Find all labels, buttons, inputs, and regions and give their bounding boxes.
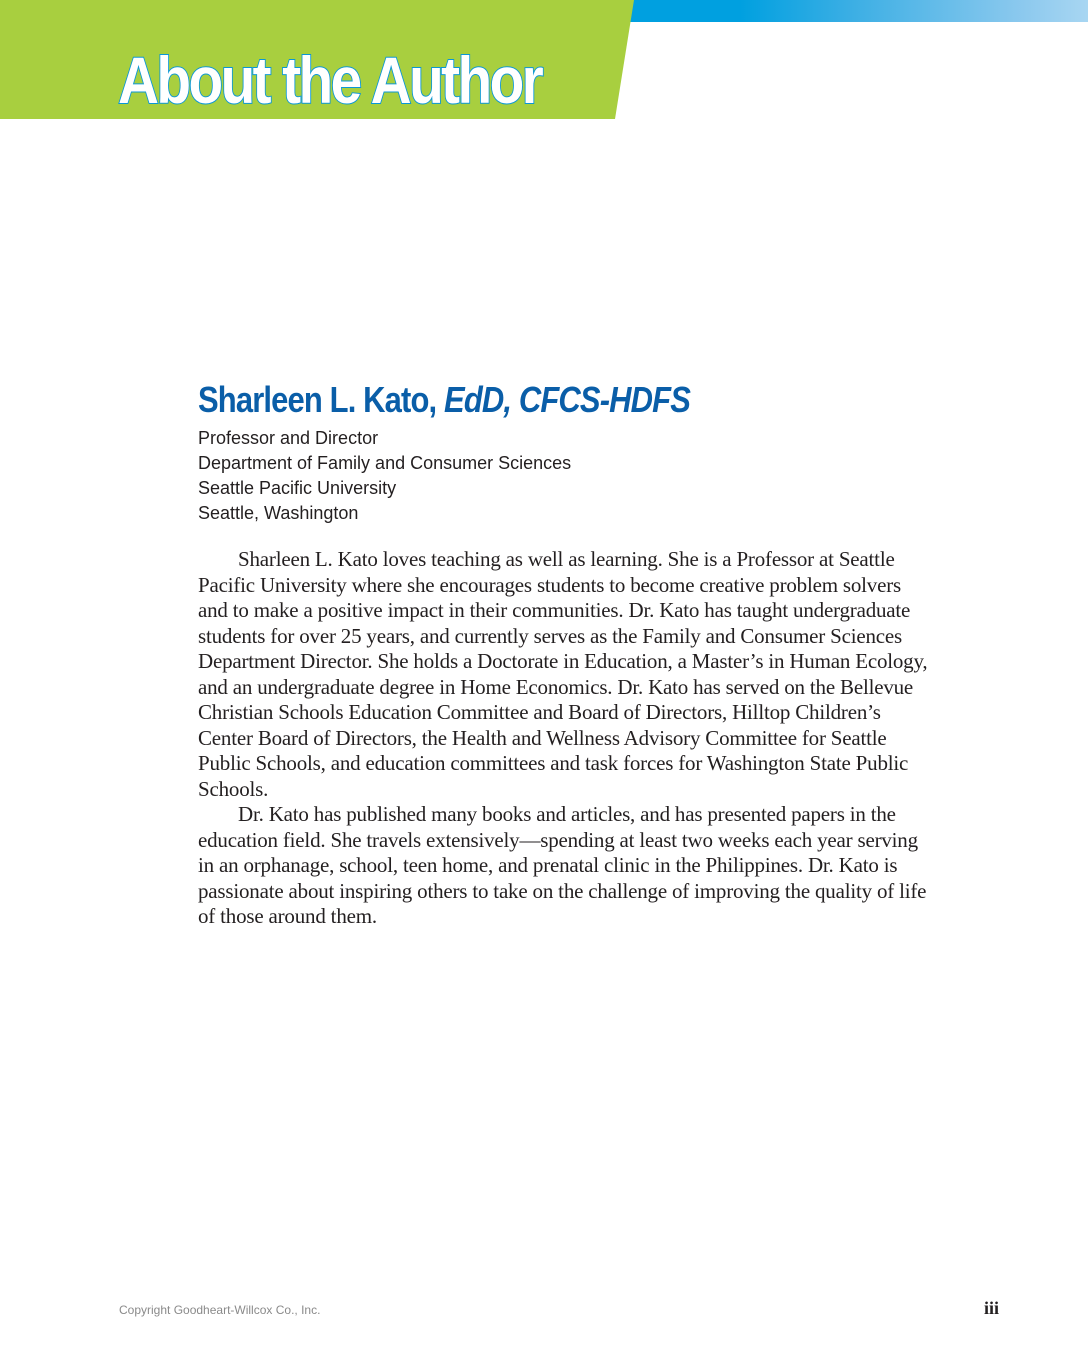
bio-paragraph: Sharleen L. Kato loves teaching as well as learning. She is a Professor at Seattle Pacific University where she encourages students to become creative problem solvers and to make a positive impact in their communities. Dr. Kato has taught undergraduate students for over 25 years, and currently serves as the Family and Consumer Sciences Department Director. She holds a Doctorate in Education, a Master’s in Human Ecology, and an undergraduate degree in Home Economics. Dr. Kato has served on the Bellevue Christian Schools Education Committee and Board of Directors, Hilltop Children’s Center Board of Directors, the Health and Wellness Advisory Committee for Seattle Public Schools, and education committees and task forces for Washington State Public Schools. [198,547,928,801]
affiliation-department: Department of Family and Consumer Sciences [198,453,572,473]
author-block [198,378,928,526]
author-name-heading [198,378,826,422]
author-name: Sharleen L. Kato, [198,379,437,420]
bio-paragraph: Dr. Kato has published many books and articles, and has presented papers in the education field. She travels extensively—spending at least two weeks each year serving in an orphanage, school, teen home, and prenatal clinic in the Philippines. Dr. Kato is passionate about inspiring others to take on the challenge of improving the quality of life of those around them. [198,802,927,928]
author-bio [198,547,930,930]
affiliation-university: Seattle Pacific University [198,478,397,498]
footer-copyright: Copyright Goodheart-Willcox Co., Inc. [119,1303,321,1317]
affiliation-location: Seattle, Washington [198,503,359,523]
affiliation-title: Professor and Director [198,428,379,448]
author-credentials: EdD, CFCS-HDFS [444,379,691,420]
page-title: About the Author [118,43,542,117]
author-affiliation [198,426,928,526]
page-number: iii [984,1298,1000,1318]
